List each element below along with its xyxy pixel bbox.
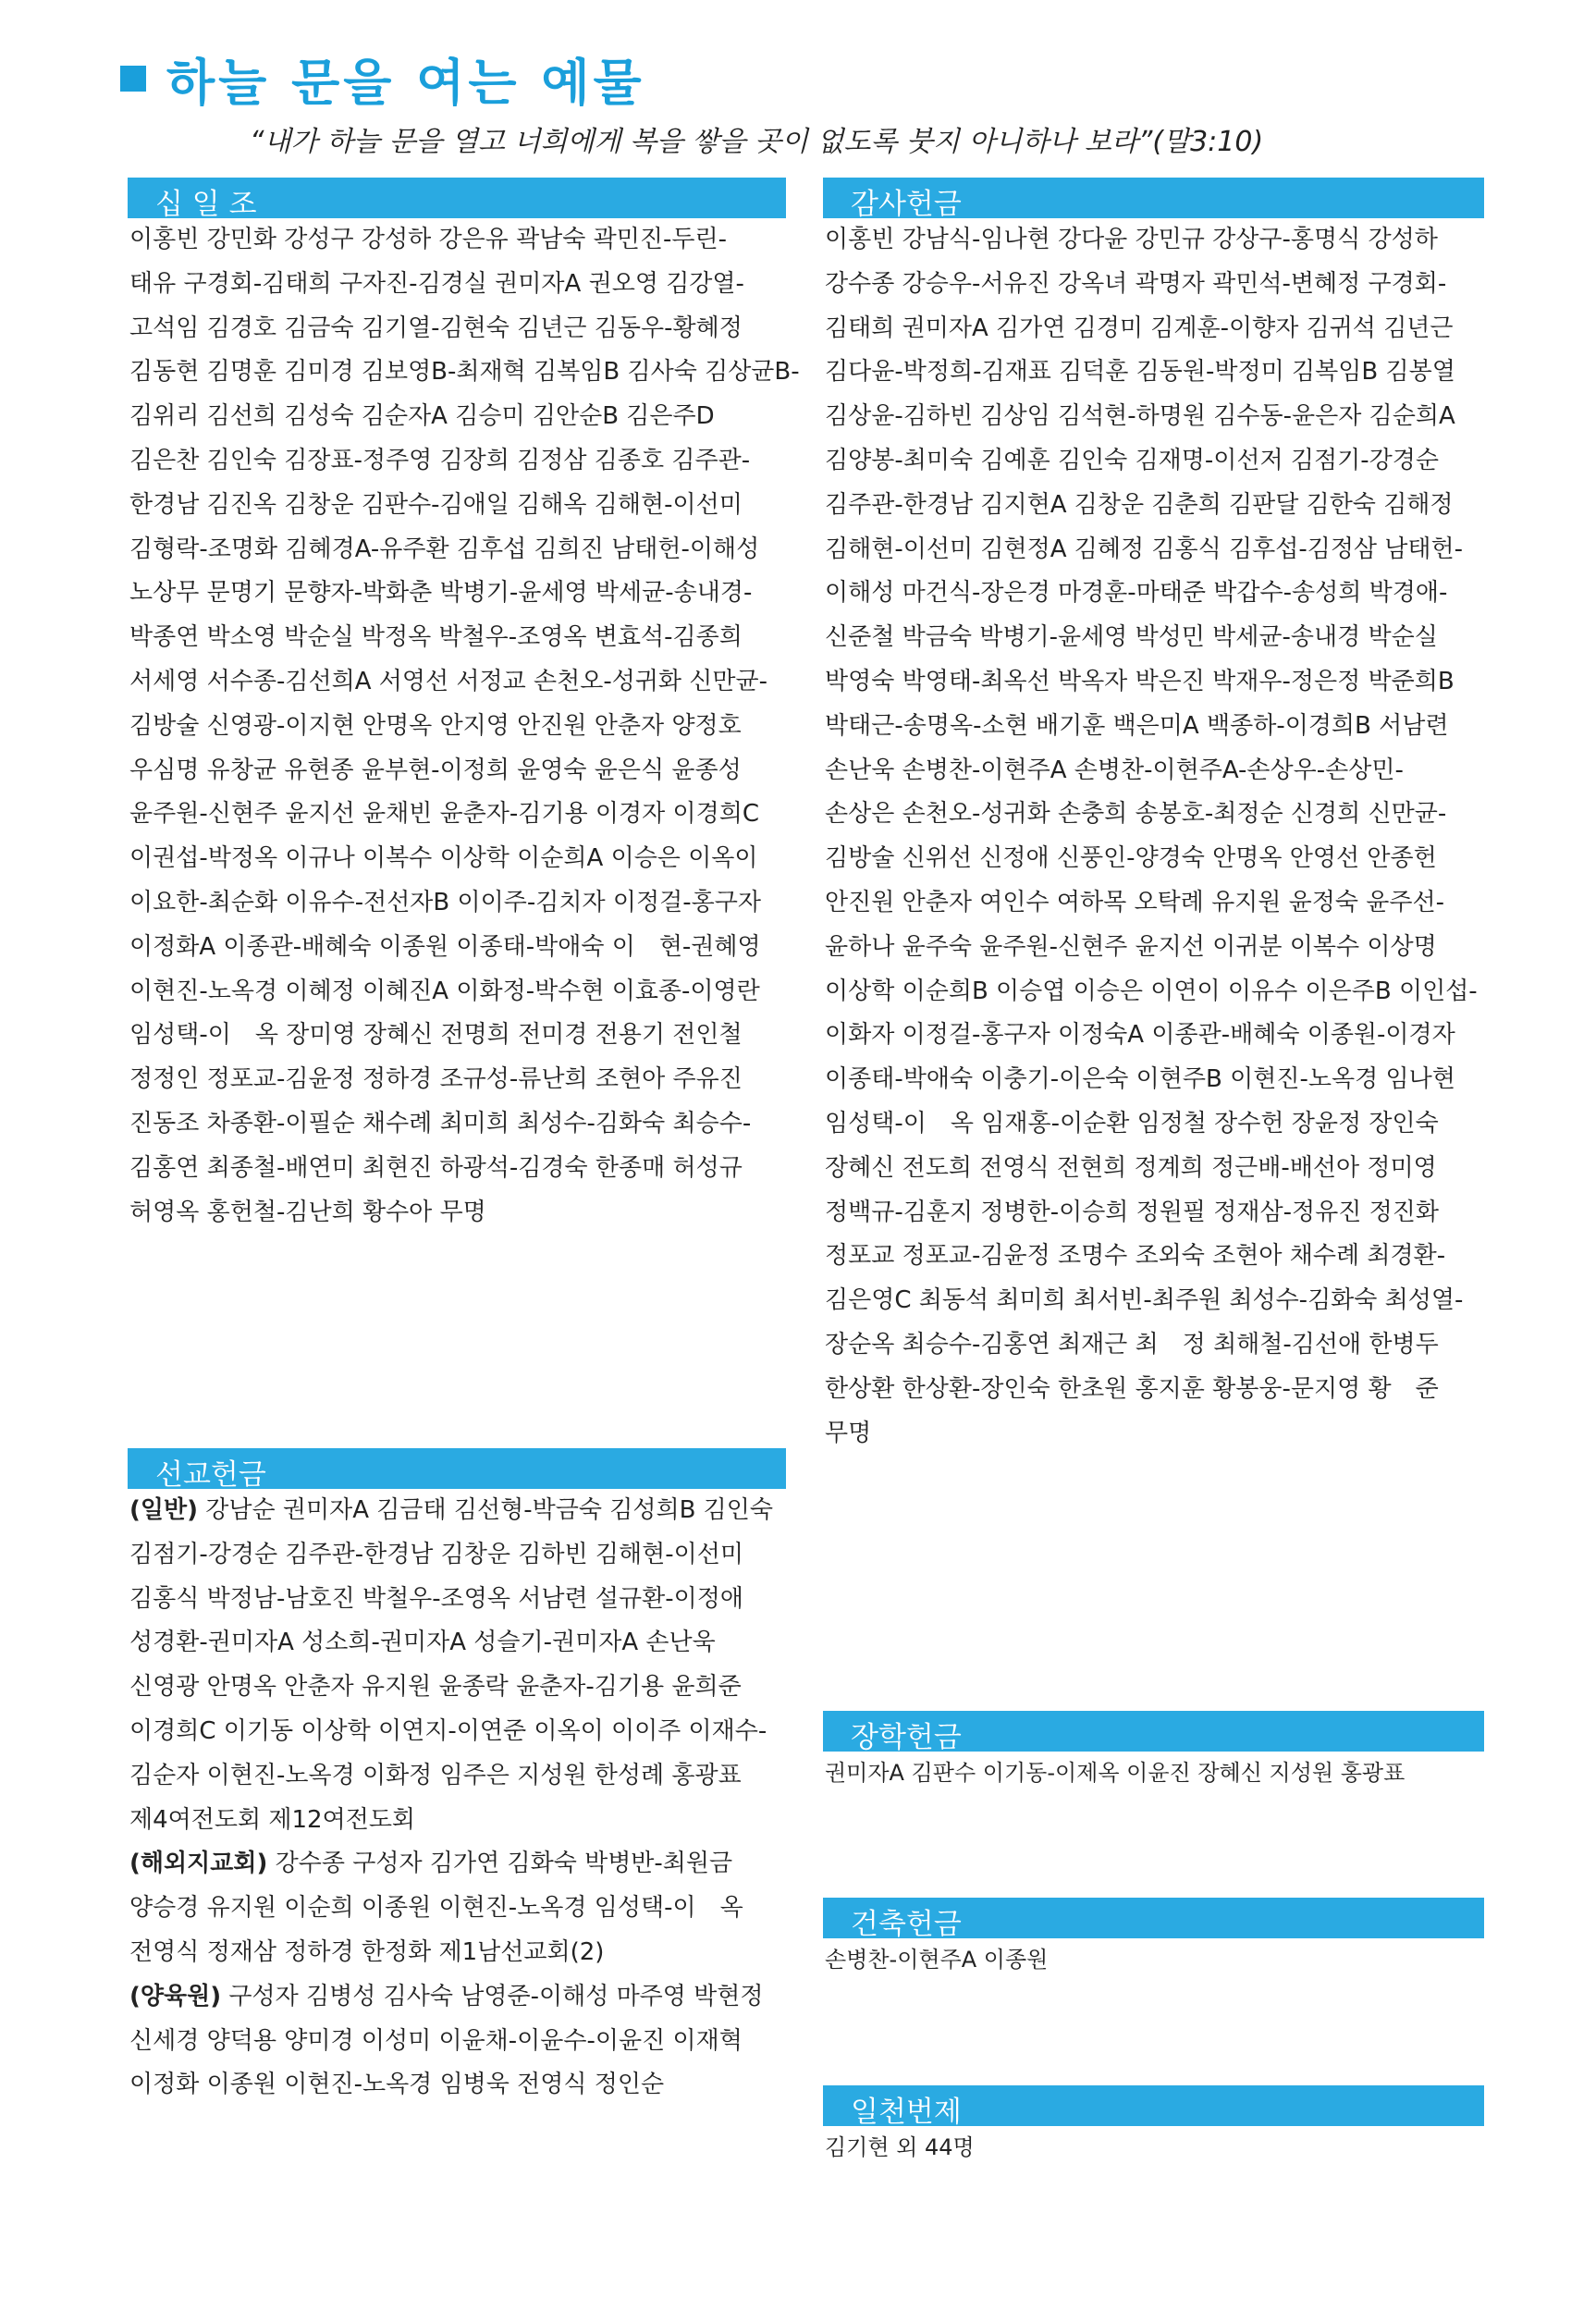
donor-line	[129, 1710, 786, 1754]
donor-names: 제4여전도회 제12여전도회	[129, 1805, 416, 1834]
donor-names: 신영광 안명옥 안춘자 유지원 윤종락 윤춘자-김기용 윤희준	[129, 1673, 742, 1702]
donor-line: 고석임 김경호 김금숙 김기열-김현숙 김년근 김동우-황혜정	[129, 314, 743, 342]
donor-line: 장순옥 최승수-김홍연 최재근 최 정 최해철-김선애 한병두	[825, 1330, 1439, 1358]
donor-line	[129, 1887, 786, 1931]
donor-line	[129, 1621, 786, 1666]
donor-line: 이종태-박애숙 이충기-이은숙 이현주B 이현진-노옥경 임나현	[825, 1065, 1455, 1094]
donor-line: 이해성 마건식-장은경 마경훈-마태준 박갑수-송성희 박경애-	[825, 579, 1448, 608]
donor-line: 임성택-이 옥 장미영 장혜신 전명희 전미경 전용기 전인철	[129, 1021, 743, 1050]
section-header	[823, 1711, 1484, 1752]
section-body	[823, 218, 1484, 1456]
donor-line: 이화자 이정걸-홍구자 이정숙A 이종관-배혜숙 이종원-이경자	[825, 1021, 1455, 1050]
donor-line: 이정화A 이종관-배혜숙 이종원 이종태-박애숙 이 현-권혜영	[129, 932, 761, 961]
donor-line	[129, 1754, 786, 1799]
donor-line: 진동조 차종환-이필순 채수례 최미희 최성수-김화숙 최승수-	[129, 1109, 752, 1137]
donor-line: 윤주원-신현주 윤지선 윤채빈 윤춘자-김기용 이경자 이경희C	[129, 800, 760, 829]
donor-names: 구성자 김병성 김사숙 남영준-이해성 마주영 박현정	[221, 1982, 764, 2010]
donor-line: 노상무 문명기 문향자-박화춘 박병기-윤세영 박세균-송내경-	[129, 579, 753, 608]
donor-line	[129, 1666, 786, 1710]
group-tag: (양육원)	[129, 1982, 222, 2010]
donor-line: 김방술 신위선 신정애 신풍인-양경숙 안명옥 안영선 안종헌	[825, 844, 1437, 873]
donor-names: 이정화 이종원 이현진-노옥경 임병욱 전영식 정인순	[129, 2071, 665, 2099]
group-tag: (해외지교회)	[129, 1850, 268, 1878]
section-header	[823, 2085, 1484, 2129]
donor-line	[129, 1578, 786, 1622]
donor-line: 무명	[825, 1419, 872, 1447]
section-scholarship	[823, 1711, 1484, 1792]
donor-line: 박태근-송명옥-소현 배기훈 백은미A 백종하-이경희B 서남련	[825, 711, 1449, 740]
donor-line: 손난욱 손병찬-이현주A 손병찬-이현주A-손상우-손상민-	[825, 756, 1404, 784]
donor-names: 강수종 구성자 김가연 김화숙 박병반-최원금	[267, 1850, 733, 1878]
donor-line: 강수종 강승우-서유진 강옥녀 곽명자 곽민석-변혜정 구경회-	[825, 269, 1447, 298]
donor-line: 태유 구경회-김태희 구자진-김경실 권미자A 권오영 김강열-	[129, 269, 744, 298]
donor-line: 이홍빈 강남식-임나현 강다윤 강민규 강상구-홍명식 강성하	[825, 226, 1438, 253]
section-title: 일천번제	[851, 2096, 962, 2129]
donor-names: 김홍식 박정남-남호진 박철우-조영옥 서남련 설규환-이정애	[129, 1584, 743, 1613]
donor-line: 김은찬 김인숙 김장표-정주영 김장희 김정삼 김종호 김주관-	[129, 446, 751, 474]
donor-line	[129, 1489, 786, 1533]
donor-line: 한상환 한상환-장인숙 한초원 홍지훈 황봉웅-문지영 황 준	[825, 1374, 1439, 1403]
donor-line	[129, 1533, 786, 1578]
donor-line: 박영숙 박영태-최옥선 박옥자 박은진 박재우-정은정 박준희B	[825, 667, 1455, 695]
donor-line	[129, 1975, 786, 2020]
donor-line: 우심명 유창균 유현종 윤부현-이정희 윤영숙 윤은식 윤종성	[129, 756, 742, 784]
donor-names: 성경환-권미자A 성소희-권미자A 성슬기-권미자A 손난욱	[129, 1629, 716, 1657]
section-body	[128, 1489, 786, 2108]
donor-names: 김점기-강경순 김주관-한경남 김창운 김하빈 김해현-이선미	[129, 1540, 743, 1568]
donor-line: 김태희 권미자A 김가연 김경미 김계훈-이향자 김귀석 김년근	[825, 314, 1454, 342]
section-header	[128, 178, 786, 221]
donor-line: 장혜신 전도희 전영식 전현희 정계희 정근배-배선아 정미영	[825, 1153, 1437, 1182]
donor-line: 김방술 신영광-이지현 안명옥 안지영 안진원 안춘자 양정호	[129, 711, 742, 740]
donor-line: 이권섭-박정옥 이규나 이복수 이상학 이순희A 이승은 이옥이	[129, 844, 758, 873]
donor-line: 이현진-노옥경 이혜정 이혜진A 이화정-박수현 이효종-이영란	[129, 977, 760, 1005]
donor-line: 손상은 손천오-성귀화 손충희 송봉호-최정순 신경희 신만균-	[825, 800, 1447, 829]
scripture-subtitle: “내가 하늘 문을 열고 너희에게 복을 쌓을 곳이 없도록 붓지 아니하나 보라”(말3:10)	[250, 126, 1264, 158]
donor-line	[129, 1931, 786, 1975]
section-title: 선교헌금	[155, 1458, 266, 1492]
donor-line: 박종연 박소영 박순실 박정옥 박철우-조영옥 변효석-김종희	[129, 623, 743, 652]
donor-names: 양승경 유지원 이순희 이종원 이현진-노옥경 임성택-이 옥	[129, 1894, 743, 1923]
donor-names: 김순자 이현진-노옥경 이화정 임주은 지성원 한성례 홍광표	[129, 1761, 742, 1789]
donor-line: 임성택-이 옥 임재홍-이순환 임정철 장수헌 장윤정 장인숙	[825, 1109, 1439, 1137]
section-body	[823, 2126, 1484, 2167]
donor-names: 이경희C 이기동 이상학 이연지-이연준 이옥이 이이주 이재수-	[129, 1716, 767, 1745]
donor-line	[129, 1842, 786, 1887]
donor-line: 윤하나 윤주숙 윤주원-신현주 윤지선 이귀분 이복수 이상명	[825, 932, 1437, 961]
donor-line: 권미자A 김판수 이기동-이제옥 이윤진 장혜신 지성원 홍광표	[825, 1760, 1406, 1786]
section-mission	[128, 1448, 786, 2108]
donor-line: 안진원 안춘자 여인수 여하목 오탁례 유지원 윤정숙 윤주선-	[825, 888, 1445, 916]
donor-line: 김다윤-박정희-김재표 김덕훈 김동원-박정미 김복임B 김봉열	[825, 358, 1455, 387]
group-tag: (일반)	[129, 1496, 198, 1524]
section-title: 감사헌금	[851, 188, 962, 221]
donor-line: 허영옥 홍헌철-김난희 황수아 무명	[129, 1198, 486, 1226]
section-title: 십 일 조	[155, 188, 257, 221]
donor-line: 정포교 정포교-김윤정 조명수 조외숙 조현아 채수례 최경환-	[825, 1242, 1446, 1271]
section-body	[128, 218, 800, 1235]
section-body	[823, 1938, 1484, 1979]
page-title	[120, 46, 645, 111]
donor-line: 김은영C 최동석 최미희 최서빈-최주원 최성수-김화숙 최성열-	[825, 1286, 1464, 1315]
section-ilcheon	[823, 2085, 1484, 2167]
donor-line: 서세영 서수종-김선희A 서영선 서정교 손천오-성귀화 신만균-	[129, 667, 768, 695]
donor-line: 이요한-최순화 이유수-전선자B 이이주-김치자 이정걸-홍구자	[129, 888, 761, 916]
donor-line: 정백규-김훈지 정병한-이승희 정원필 정재삼-정유진 정진화	[825, 1198, 1439, 1226]
section-header	[823, 1898, 1484, 1941]
donor-line: 김위리 김선희 김성숙 김순자A 김승미 김안순B 김은주D	[129, 402, 715, 431]
section-title: 장학헌금	[851, 1721, 962, 1754]
donor-names: 강남순 권미자A 김금태 김선형-박금숙 김성희B 김인숙	[198, 1496, 774, 1524]
donor-line: 이홍빈 강민화 강성구 강성하 강은유 곽남숙 곽민진-두린-	[129, 226, 728, 253]
donor-line: 김동현 김명훈 김미경 김보영B-최재혁 김복임B 김사숙 김상균B-	[129, 358, 800, 387]
donor-line: 이상학 이순희B 이승엽 이승은 이연이 이유수 이은주B 이인섭-	[825, 977, 1478, 1005]
donor-line	[129, 2020, 786, 2064]
section-tithe	[128, 178, 800, 1235]
title-text: 하늘 문을 여는 예물	[166, 53, 645, 112]
donor-names: 전영식 정재삼 정하경 한정화 제1남선교회(2)	[129, 1937, 605, 1966]
section-building	[823, 1898, 1484, 1979]
donor-line: 김기현 외 44명	[825, 2134, 975, 2160]
donor-line: 김형락-조명화 김혜경A-유주환 김후섭 김희진 남태헌-이해성	[129, 535, 760, 563]
title-square-icon	[120, 66, 146, 92]
donor-line	[129, 2063, 786, 2108]
donor-line: 정정인 정포교-김윤정 정하경 조규성-류난희 조현아 주유진	[129, 1065, 743, 1094]
donor-line: 손병찬-이현주A 이종원	[825, 1947, 1049, 1973]
donor-names: 신세경 양덕용 양미경 이성미 이윤채-이윤수-이윤진 이재혁	[129, 2026, 743, 2055]
section-thanks	[823, 178, 1484, 1456]
donor-line: 김주관-한경남 김지현A 김창운 김춘희 김판달 김한숙 김해정	[825, 490, 1454, 519]
section-header	[128, 1448, 786, 1492]
donor-line: 김양봉-최미숙 김예훈 김인숙 김재명-이선저 김점기-강경순	[825, 446, 1439, 474]
section-header	[823, 178, 1484, 221]
section-title: 건축헌금	[851, 1908, 962, 1941]
donor-line: 신준철 박금숙 박병기-윤세영 박성민 박세균-송내경 박순실	[825, 623, 1438, 652]
donor-line: 김해현-이선미 김현정A 김혜정 김홍식 김후섭-김정삼 남태헌-	[825, 535, 1464, 563]
donor-line: 한경남 김진옥 김창운 김판수-김애일 김해옥 김해현-이선미	[129, 490, 743, 519]
donor-line: 김홍연 최종철-배연미 최현진 하광석-김경숙 한종매 허성규	[129, 1153, 743, 1182]
donor-line: 김상윤-김하빈 김상임 김석현-하명원 김수동-윤은자 김순희A	[825, 402, 1455, 431]
section-body	[823, 1752, 1484, 1792]
donor-line	[129, 1799, 786, 1843]
